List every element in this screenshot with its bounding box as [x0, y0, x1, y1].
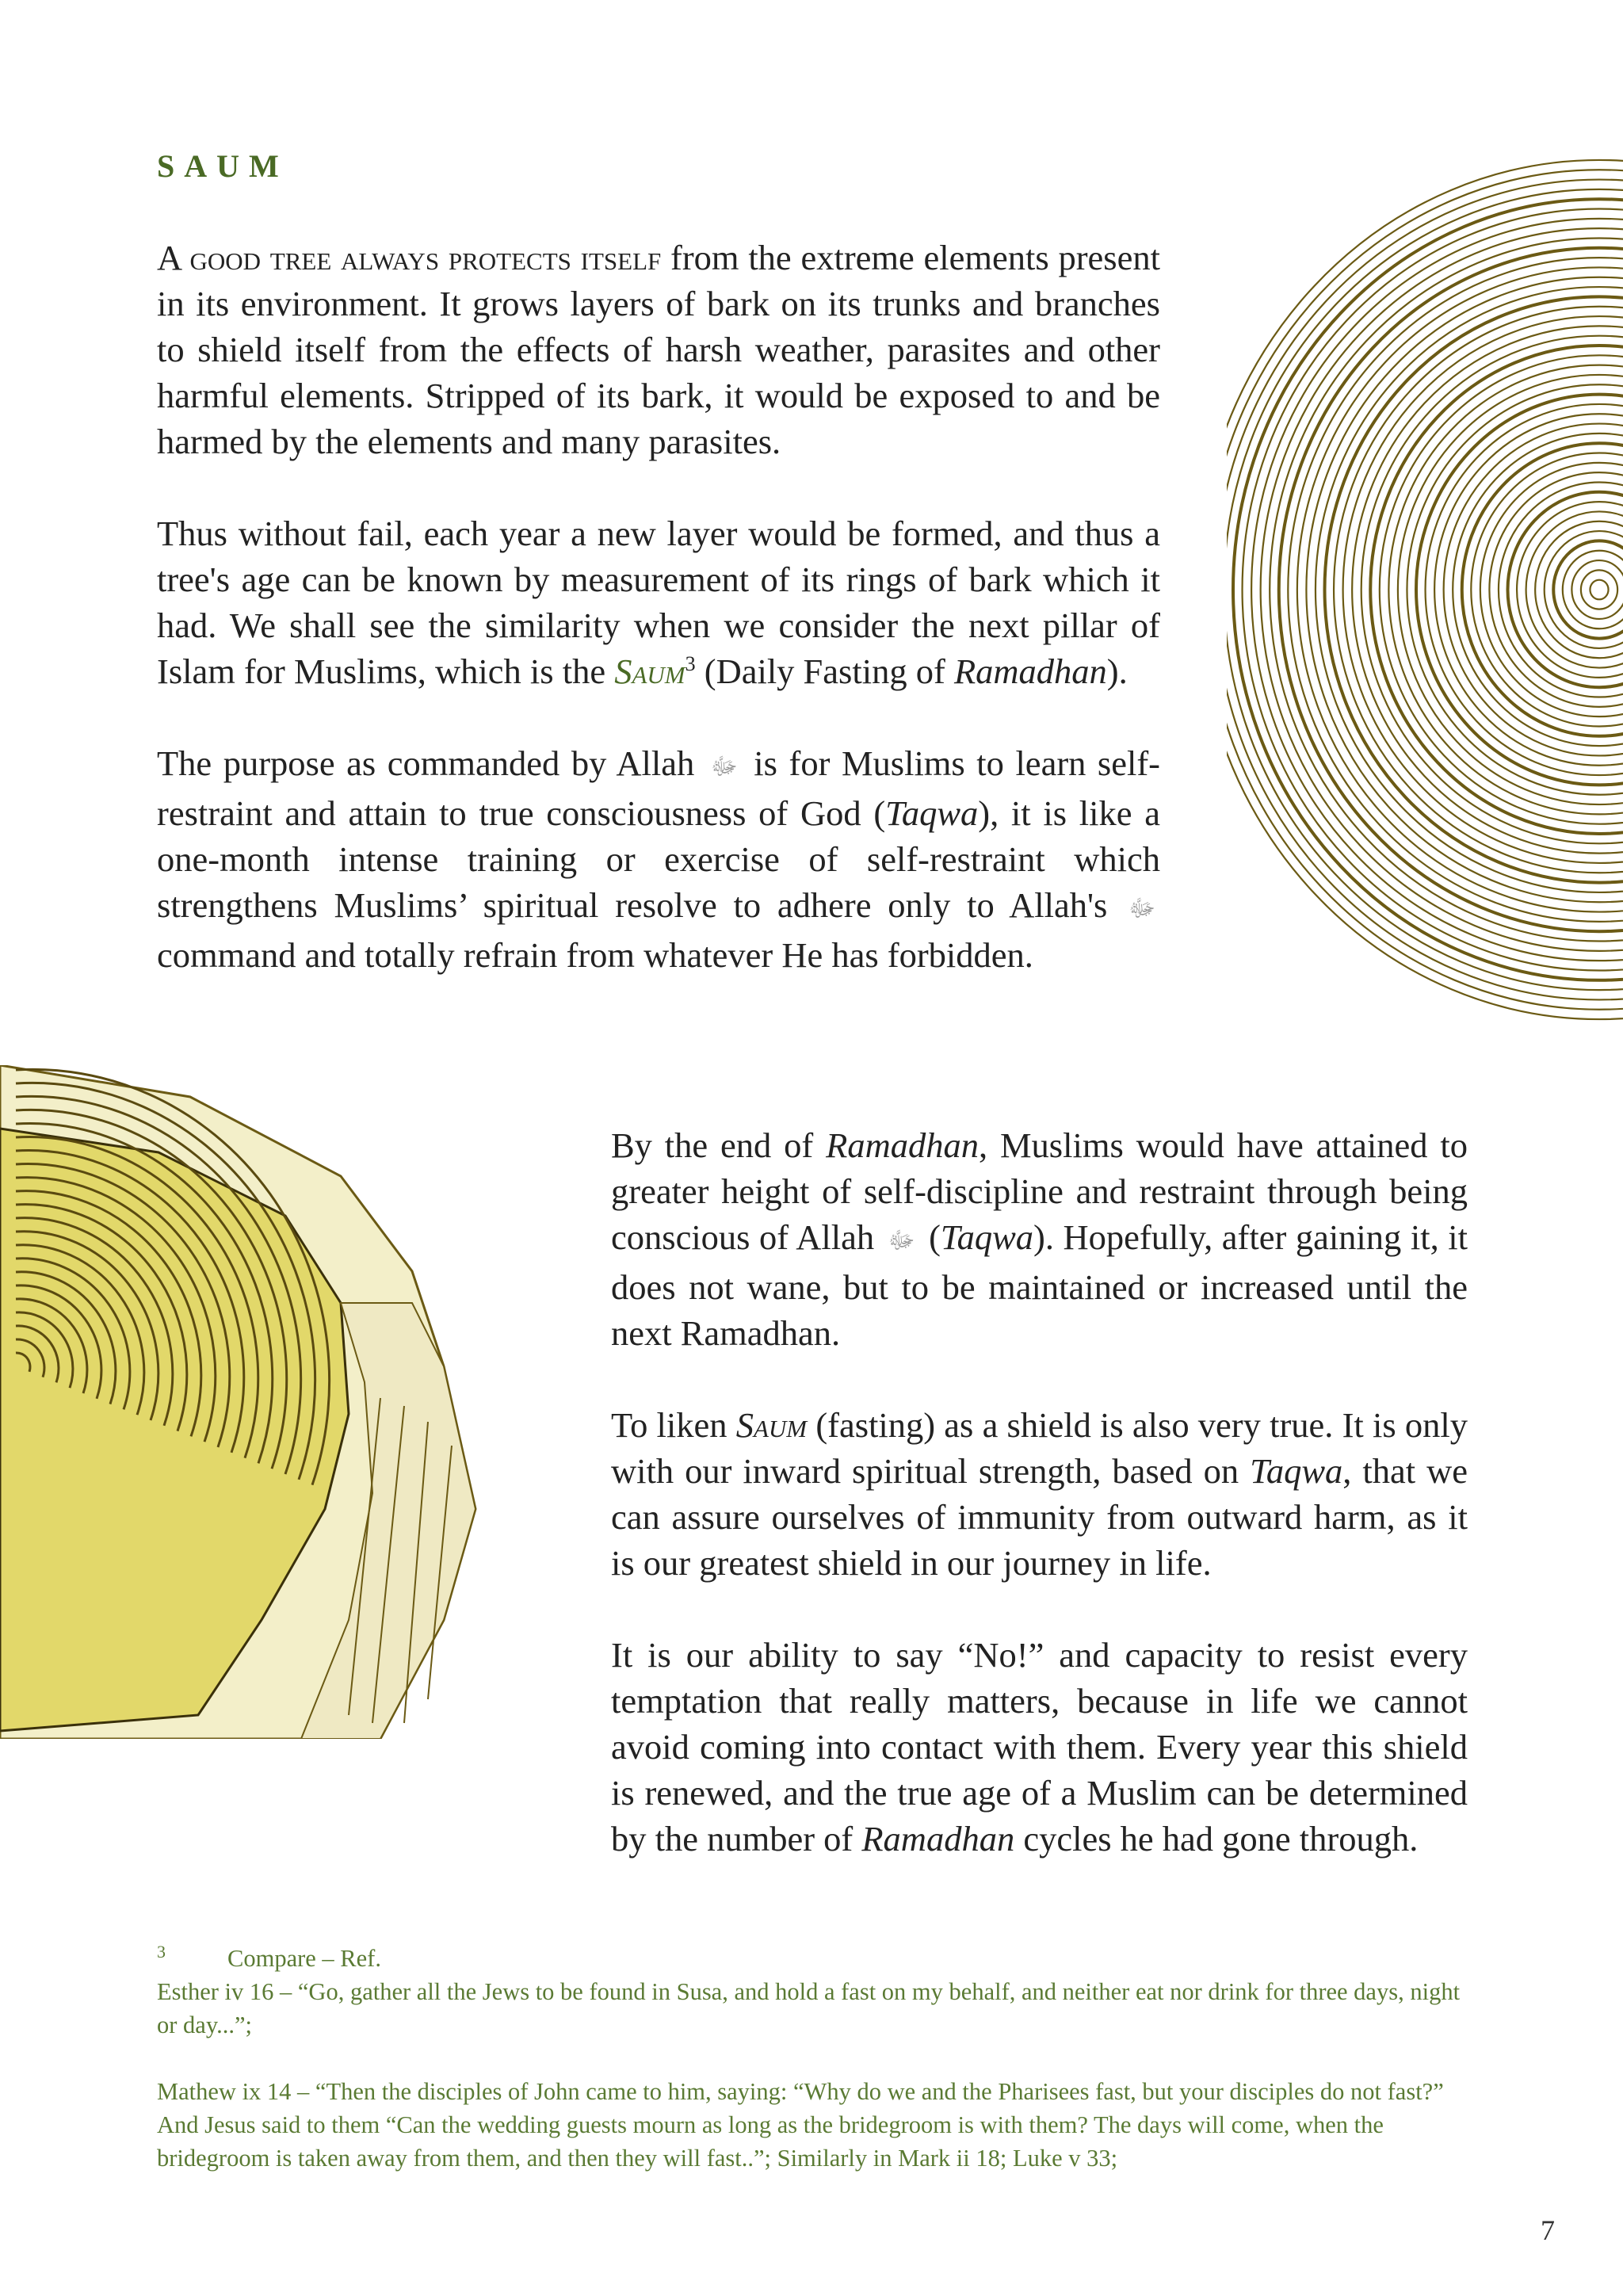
right-column — [611, 1122, 1468, 1908]
saum-term: Saum — [735, 1404, 808, 1445]
paragraph-5-text-a: To liken — [611, 1404, 736, 1445]
taqwa-term: Taqwa — [940, 1217, 1034, 1257]
taqwa-term: Taqwa — [1250, 1450, 1343, 1491]
paragraph-4 — [611, 1122, 1468, 1356]
ramadhan-term: Ramadhan — [826, 1125, 979, 1165]
paragraph-2-text-a: Thus without fail, each year a new layer would be formed, and thus a tree's age can be known by measurement of its rings of bark which it had. We shall see the similarity when we consider the next pillar of Islam for Muslims, which is the — [157, 514, 1160, 691]
footnote — [157, 1935, 1466, 2175]
paragraph-6-text-b: cycles he had gone through. — [1014, 1818, 1419, 1859]
section-heading: SAUM — [157, 148, 288, 184]
paragraph-4-text-c: ( — [919, 1217, 941, 1257]
paragraph-2-text-b: (Daily Fasting of — [695, 651, 954, 691]
paragraph-1-text: from the extreme elements present in its environment. It grows layers of bark on its trunks and branches to shield itself from the effects of harsh weather, parasites and other harmful elements. Stripped of its bark, it would be exposed to and be harmed by the elements and many parasites. — [157, 238, 1160, 461]
paragraph-6-text-a: It is our ability to say “No!” and capacity to resist every temptation that really matters, because in life we cannot avoid coming into contact with them. Every year this shield is renewed, and the true age of a Muslim can be determined by the number of — [611, 1634, 1468, 1859]
tree-rings-illustration — [1227, 146, 1623, 1062]
ramadhan-term: Ramadhan — [953, 651, 1107, 691]
honorific-glyph: ﷻ — [888, 1227, 915, 1254]
paragraph-2 — [157, 510, 1160, 694]
paragraph-4-text-d: ). Hopefully, after gaining it, it does not wane, but to be maintained or increased until the next Ramadhan. — [611, 1217, 1468, 1353]
taqwa-term: Taqwa — [885, 793, 979, 833]
footnote-heading — [157, 1935, 1466, 1975]
honorific-glyph: ﷻ — [710, 753, 738, 780]
paragraph-3-text-d: command and totally refrain from whatever He has forbidden. — [157, 934, 1033, 975]
paragraph-4-text-b: , Muslims would have attained to greater height of self-discipline and restraint through being conscious of Allah — [611, 1125, 1468, 1257]
paragraph-1 — [157, 235, 1160, 464]
left-column — [157, 235, 1160, 1024]
paragraph-5-text-b: (fasting) as a shield is also very true. It is only with our inward spiritual strength, based on — [611, 1404, 1468, 1491]
paragraph-6 — [611, 1632, 1468, 1862]
saum-term: Saum — [614, 651, 685, 691]
footnote-ref[interactable]: 3 — [685, 652, 696, 676]
page-number: 7 — [1541, 2214, 1555, 2246]
footnote-head-text: Compare – Ref. — [227, 1945, 381, 1973]
honorific-glyph: ﷻ — [1128, 895, 1155, 922]
footnote-line-2: Mathew ix 14 – “Then the disciples of John came to him, saying: “Why do we and the Pharisees fast, but your disciples do not fast?” And Jesus said to them “Can the wedding guests mourn as long as the bridegroom is with them? The days will come, when the bridegroom is taken away from them, and then they will fast..”; Similarly in Mark ii 18; Luke v 33; — [157, 2078, 1444, 2172]
wood-block-illustration — [0, 1065, 610, 1739]
paragraph-3-text-a: The purpose as commanded by Allah — [157, 743, 706, 783]
paragraph-2-text-c: ). — [1106, 651, 1128, 691]
paragraph-4-text-a: By the end of — [611, 1125, 827, 1165]
footnote-number: 3 — [157, 1942, 166, 1962]
paragraph-3 — [157, 740, 1160, 978]
paragraph-5-text-c: , that we can assure ourselves of immunity from outward harm, as it is our greatest shield in our journey in life. — [611, 1450, 1468, 1583]
paragraph-3-text-b: is for Muslims to learn self-restraint and attain to true consciousness of God ( — [157, 743, 1161, 833]
paragraph-3-text-c: ), it is like a one-month intense training or exercise of self-restraint which strengthens Muslims’ spiritual resolve to adhere only to Allah's — [157, 793, 1160, 925]
footnote-line-1: Esther iv 16 – “Go, gather all the Jews to be found in Susa, and hold a fast on my behalf, and neither eat nor drink for three days, night or day...”; — [157, 1978, 1461, 2039]
ramadhan-term: Ramadhan — [861, 1818, 1015, 1859]
paragraph-1-lead: A good tree always protects itself — [157, 238, 662, 277]
paragraph-5 — [611, 1402, 1468, 1586]
